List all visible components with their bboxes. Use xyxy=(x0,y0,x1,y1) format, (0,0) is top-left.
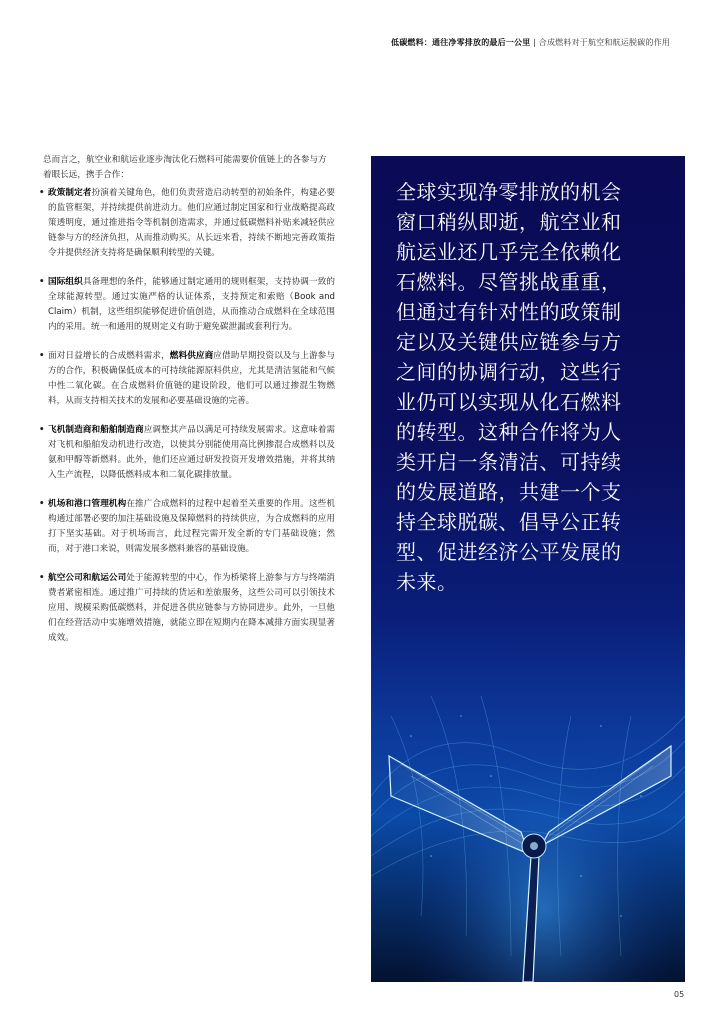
list-item xyxy=(39,186,335,261)
list-item-body xyxy=(48,186,335,261)
list-item-text: 扮演着关键角色，他们负责营造启动转型的初始条件，构建必要的监管框架，并持续提供前进动力。他们应通过制定国家和行业战略提高政策透明度，通过推进指令等机制创造需求，并通过低碳燃料补贴来减轻供应链参与方的经济负担，从而推动购买。从长远来看，持续不断地完善政策指令并提供经济支持将是确保顺利转型的关键。 xyxy=(48,188,335,258)
list-item-term: 国际组织 xyxy=(48,277,83,287)
bullet-dot: • xyxy=(39,499,45,509)
header-title: 低碳燃料：通往净零排放的最后一公里 xyxy=(391,38,531,47)
pull-quote: 全球实现净零排放的机会窗口稍纵即逝，航空业和航运业还几乎完全依赖化石燃料。尽管挑战重重，但通过有针对性的政策制定以及关键供应链参与方之间的协调行动，这些行业仍可以实现从化石燃料的转型。这种合作将为人类开启一条清洁、可持续的发展道路，共建一个支持全球脱碳、倡导公正转型、促进经济公平发展的未来。 xyxy=(396,180,622,594)
list-item-text: 应借助早期投资以及与上游参与方的合作，积极确保低成本的可持续能源原料供应，尤其是清洁氢能和气候中性二氧化碳。在合成燃料价值链的建设阶段，他们可以通过掺混生物燃料，从而支持相关技术的发展和必要基础设施的完善。 xyxy=(48,351,335,406)
list-item xyxy=(39,423,335,483)
running-header xyxy=(391,37,670,48)
list-item xyxy=(39,571,335,646)
list-item-term: 政策制定者 xyxy=(48,188,92,198)
list-item-lead: 面对日益增长的合成燃料需求， xyxy=(48,351,170,361)
list-item-body xyxy=(48,275,335,335)
list-item-text: 应调整其产品以满足可持续发展需求。这意味着需对飞机和船舶发动机进行改造，以使其分别能使用高比例掺混合成燃料以及氨和甲醇等新燃料。此外，他们还应通过研发投资开发增效措施，并将其纳入生产流程，以降低燃料成本和二氧化碳排放量。 xyxy=(48,425,335,480)
bullet-dot: • xyxy=(39,351,45,361)
intro-paragraph: 总而言之，航空业和航运业逐步淘汰化石燃料可能需要价值链上的各参与方着眼长远，携手合作： xyxy=(43,155,327,180)
list-item-term: 燃料供应商 xyxy=(169,351,214,361)
list-item xyxy=(39,275,335,335)
list-item-text: 具备理想的条件，能够通过制定通用的规则框架，支持协调一致的全球能源转型。通过实施严格的认证体系，支持预定和索赔（Book and Claim）机制，这些组织能够促进价值创造，从而推动合成燃料在全球范围内的采用。统一和通用的规则定义有助于避免碳泄漏或套利行为。 xyxy=(48,277,335,332)
list-item-body xyxy=(48,349,335,409)
list-item-text: 处于能源转型的中心，作为桥梁将上游参与方与终端消费者紧密相连。通过推广可持续的货运和差旅服务，这些公司可以引领技术应用、规模采购低碳燃料，并促进各供应链参与方协同进步。此外，一旦他们在经营活动中实施增效措施，就能立即在短期内在降本减排方面实现显著成效。 xyxy=(48,573,335,643)
list-item xyxy=(39,497,335,557)
page-number: 05 xyxy=(674,990,685,999)
list-item-body xyxy=(48,571,335,646)
list-item xyxy=(39,349,335,409)
list-item-term: 飞机制造商和船舶制造商 xyxy=(48,425,144,435)
list-item-term: 机场和港口管理机构 xyxy=(48,499,127,509)
list-item-body xyxy=(48,423,335,483)
bullet-dot: • xyxy=(39,425,45,435)
bullet-dot: • xyxy=(39,573,45,583)
header-subtitle: | 合成燃料对于航空和航运脱碳的作用 xyxy=(530,38,670,47)
list-item-body xyxy=(48,497,335,557)
stakeholder-list xyxy=(39,186,335,660)
bullet-dot: • xyxy=(39,277,45,287)
list-item-term: 航空公司和航运公司 xyxy=(48,573,127,583)
list-item-text: 在推广合成燃料的过程中起着至关重要的作用。这些机构通过部署必要的加注基础设施及保障燃料的持续供应，为合成燃料的应用打下坚实基础。对于机场而言，此过程完需开发全新的专门基础设施；然而，对于港口来说，则需发展多燃料兼容的基础设施。 xyxy=(48,499,335,554)
bullet-dot: • xyxy=(39,188,45,198)
